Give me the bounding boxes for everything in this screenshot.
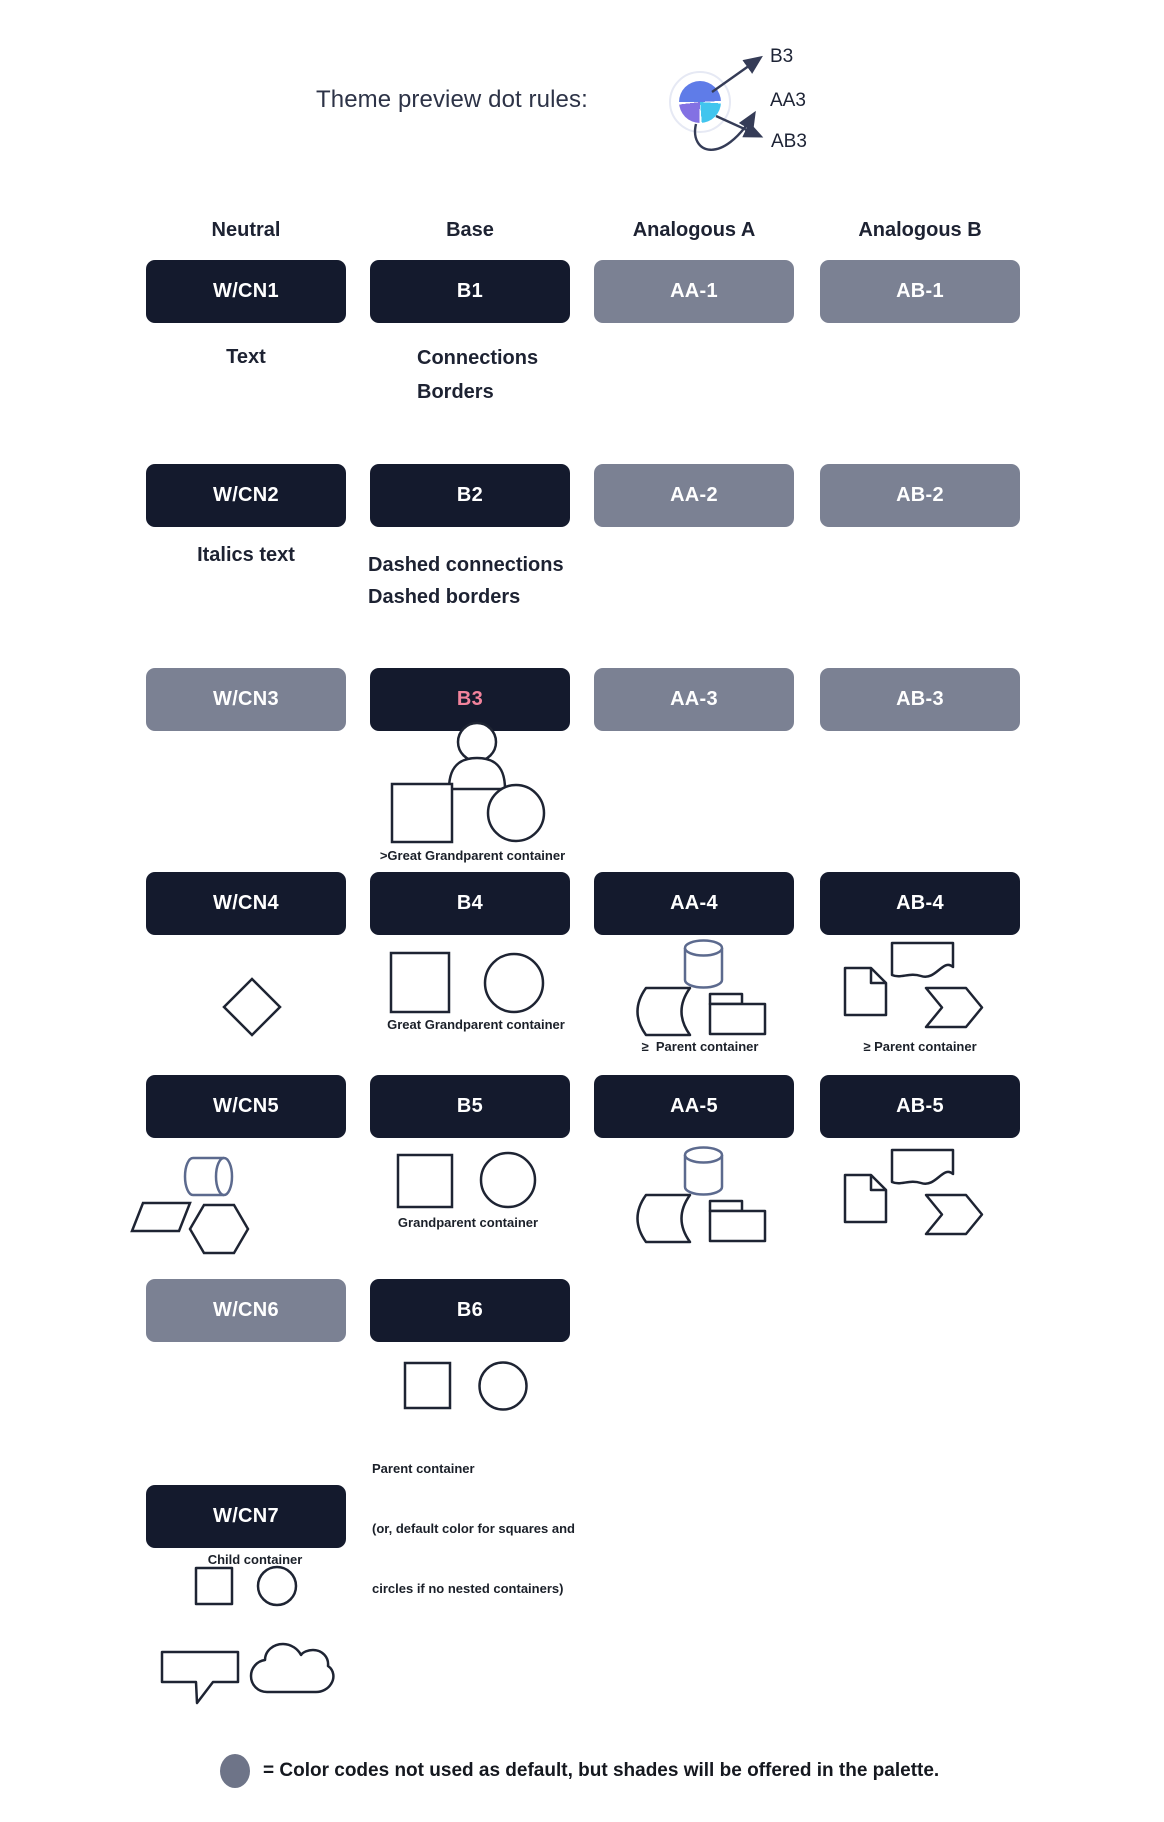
swatch-b4: B4 bbox=[370, 872, 570, 935]
swatch-w-cn7: W/CN7 bbox=[146, 1485, 346, 1548]
wcn5-shapes bbox=[132, 1158, 248, 1253]
swatch-b2: B2 bbox=[370, 464, 570, 527]
ab4-shapes bbox=[845, 943, 982, 1027]
caption-grandparent: Grandparent container bbox=[397, 1215, 539, 1230]
diamond-shape bbox=[224, 979, 280, 1035]
swatch-ab-1: AB-1 bbox=[820, 260, 1020, 323]
circle-shape bbox=[480, 1363, 527, 1410]
caption-aa-parent: ≥ Parent container bbox=[641, 1039, 759, 1054]
caption-line: circles if no nested containers) bbox=[372, 1581, 564, 1596]
annotation-connections-borders bbox=[417, 341, 538, 409]
annotation-line: Connections bbox=[417, 347, 539, 369]
square-shape bbox=[392, 784, 452, 842]
legend-dot-icon bbox=[220, 1754, 250, 1788]
swatch-aa-2: AA-2 bbox=[594, 464, 794, 527]
square-shape bbox=[196, 1568, 232, 1604]
column-header-analogous-a: Analogous A bbox=[632, 219, 756, 241]
caption-great-grandparent-gt: >Great Grandparent container bbox=[379, 848, 566, 863]
wcn7-shapes bbox=[162, 1567, 333, 1703]
annotation-text: Text bbox=[226, 346, 266, 368]
swatch-aa-4: AA-4 bbox=[594, 872, 794, 935]
caption-great-grandparent: Great Grandparent container bbox=[387, 1017, 565, 1032]
swatch-w-cn3: W/CN3 bbox=[146, 668, 346, 731]
horizontal-cylinder-shape bbox=[185, 1158, 232, 1195]
dot-label-aa3: AA3 bbox=[770, 90, 806, 111]
parallelogram-shape bbox=[132, 1203, 190, 1231]
aa4-shapes bbox=[638, 941, 766, 1036]
swatch-aa-3: AA-3 bbox=[594, 668, 794, 731]
square-shape bbox=[398, 1155, 452, 1207]
circle-shape bbox=[258, 1567, 296, 1605]
caption-line: (or, default color for squares and bbox=[372, 1521, 575, 1536]
annotation-italics-text: Italics text bbox=[197, 544, 295, 566]
caption-parent-container bbox=[372, 1419, 575, 1639]
swatch-w-cn5: W/CN5 bbox=[146, 1075, 346, 1138]
aa5-shapes bbox=[638, 1148, 766, 1243]
page-title: Theme preview dot rules: bbox=[316, 86, 588, 113]
cloud-shape bbox=[251, 1644, 333, 1692]
circle-shape bbox=[481, 1153, 535, 1207]
annotation-dashed bbox=[368, 549, 564, 613]
legend-text: = Color codes not used as default, but shades will be offered in the palette. bbox=[263, 1760, 940, 1781]
hexagon-shape bbox=[190, 1205, 248, 1253]
b6-shapes bbox=[405, 1363, 527, 1410]
square-shape bbox=[405, 1363, 450, 1408]
square-shape bbox=[391, 953, 449, 1012]
annotation-line: Dashed borders bbox=[368, 586, 521, 608]
ab5-shapes bbox=[845, 1150, 982, 1234]
caption-child-container: Child container bbox=[207, 1552, 303, 1567]
column-header-neutral: Neutral bbox=[211, 219, 281, 241]
swatch-w-cn4: W/CN4 bbox=[146, 872, 346, 935]
swatch-w-cn2: W/CN2 bbox=[146, 464, 346, 527]
swatch-ab-3: AB-3 bbox=[820, 668, 1020, 731]
b4-shapes bbox=[391, 953, 543, 1012]
b5-shapes bbox=[398, 1153, 535, 1207]
swatch-b3: B3 bbox=[370, 668, 570, 731]
speech-bubble-shape bbox=[162, 1652, 238, 1703]
caption-line: Parent container bbox=[372, 1461, 475, 1476]
swatch-w-cn6: W/CN6 bbox=[146, 1279, 346, 1342]
annotation-line: Borders bbox=[417, 381, 494, 403]
dot-label-b3: B3 bbox=[770, 46, 794, 67]
circle-shape bbox=[488, 785, 544, 841]
swatch-ab-4: AB-4 bbox=[820, 872, 1020, 935]
b3-shapes bbox=[392, 723, 544, 842]
swatch-w-cn1: W/CN1 bbox=[146, 260, 346, 323]
dot-label-ab3: AB3 bbox=[771, 131, 807, 152]
swatch-ab-5: AB-5 bbox=[820, 1075, 1020, 1138]
circle-shape bbox=[485, 954, 543, 1012]
swatch-ab-2: AB-2 bbox=[820, 464, 1020, 527]
column-header-analogous-b: Analogous B bbox=[858, 219, 982, 241]
swatch-aa-1: AA-1 bbox=[594, 260, 794, 323]
theme-preview-dot-icon bbox=[679, 81, 721, 123]
column-header-base: Base bbox=[446, 219, 494, 241]
swatch-aa-5: AA-5 bbox=[594, 1075, 794, 1138]
annotation-line: Dashed connections bbox=[368, 554, 564, 576]
person-icon bbox=[449, 758, 505, 789]
caption-ab-parent: ≥ Parent container bbox=[863, 1039, 977, 1054]
swatch-b5: B5 bbox=[370, 1075, 570, 1138]
swatch-b6: B6 bbox=[370, 1279, 570, 1342]
swatch-b1: B1 bbox=[370, 260, 570, 323]
